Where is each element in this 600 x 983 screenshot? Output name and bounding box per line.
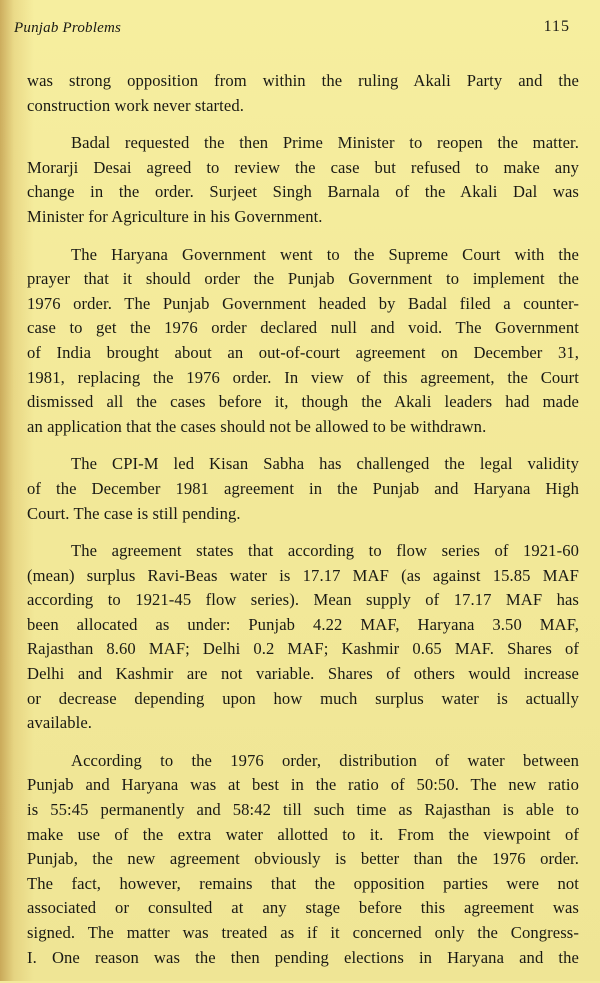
text-line: is 55:45 permanently and 58:42 till such time as Rajasthan is able to (27, 800, 579, 820)
running-head: Punjab Problems (14, 20, 122, 36)
text-line: Punjab and Haryana was at best in the ratio of 50:50. The new ratio (27, 775, 579, 795)
text-line: dismissed all the cases before it, though the Akali leaders had made (27, 392, 579, 412)
paragraph (27, 243, 579, 440)
text-line: available. (27, 713, 93, 733)
text-line: was strong opposition from within the ruling Akali Party and the (27, 71, 579, 90)
page-header (14, 18, 570, 42)
paragraph (27, 131, 579, 229)
text-line: Minister for Agriculture in his Government. (27, 206, 323, 226)
text-line: or decrease depending upon how much surplus water is actually (27, 688, 579, 708)
text-line: change in the order. Surjeet Singh Barnala of the Akali Dal was (27, 182, 579, 202)
text-line: of the December 1981 agreement in the Punjab and Haryana High (27, 478, 579, 498)
text-line: construction work never started. (27, 95, 245, 115)
text-line: I. One reason was the then pending elections in Haryana and the (27, 947, 579, 967)
text-line: make use of the extra water allotted to it. From the viewpoint of (27, 824, 579, 844)
text-line: according to 1921-45 flow series). Mean supply of 17.17 MAF has (27, 590, 579, 610)
text-line: 1981, replacing the 1976 order. In view of this agreement, the Court (27, 367, 579, 387)
text-line: The fact, however, remains that the opposition parties were not (27, 873, 579, 893)
paragraph (27, 69, 579, 118)
text-line: Morarji Desai agreed to review the case but refused to make any (27, 157, 579, 177)
text-line: The agreement states that according to flow series of 1921-60 (71, 541, 579, 561)
text-line: case to get the 1976 order declared null and void. The Government (27, 318, 579, 338)
text-line: Badal requested the then Prime Minister to reopen the matter. (71, 133, 579, 153)
text-line: of India brought about an out-of-court agreement on December 31, (27, 342, 579, 362)
text-line: Rajasthan 8.60 MAF; Delhi 0.2 MAF; Kashmir 0.65 MAF. Shares of (27, 639, 579, 659)
text-line: associated or consulted at any stage before this agreement was (27, 898, 579, 918)
text-line: Delhi and Kashmir are not variable. Shares of others would increase (27, 664, 579, 684)
text-line: Punjab, the new agreement obviously is better than the 1976 order. (27, 849, 579, 869)
text-line: prayer that it should order the Punjab Government to implement the (27, 269, 579, 289)
text-line: Court. The case is still pending. (27, 503, 241, 523)
body-text (27, 69, 579, 983)
text-line: The Haryana Government went to the Supreme Court with the (71, 244, 579, 264)
text-line: signed. The matter was treated as if it concerned only the Congress- (27, 923, 579, 942)
text-line: an application that the cases should not be allowed to be withdrawn. (27, 416, 487, 436)
paragraph (27, 452, 579, 526)
page-number: 115 (543, 18, 570, 35)
paragraph (27, 539, 579, 736)
text-line: (mean) surplus Ravi-Beas water is 17.17 MAF (as against 15.85 MAF (27, 565, 579, 585)
text-line: 1976 order. The Punjab Government headed by Badal filed a counter- (27, 293, 579, 313)
text-line: According to the 1976 order, distribution of water between (71, 750, 579, 770)
paragraph (27, 749, 579, 970)
text-line: The CPI-M led Kisan Sabha has challenged the legal validity (71, 454, 579, 474)
text-line: been allocated as under: Punjab 4.22 MAF, Haryana 3.50 MAF, (27, 614, 579, 634)
